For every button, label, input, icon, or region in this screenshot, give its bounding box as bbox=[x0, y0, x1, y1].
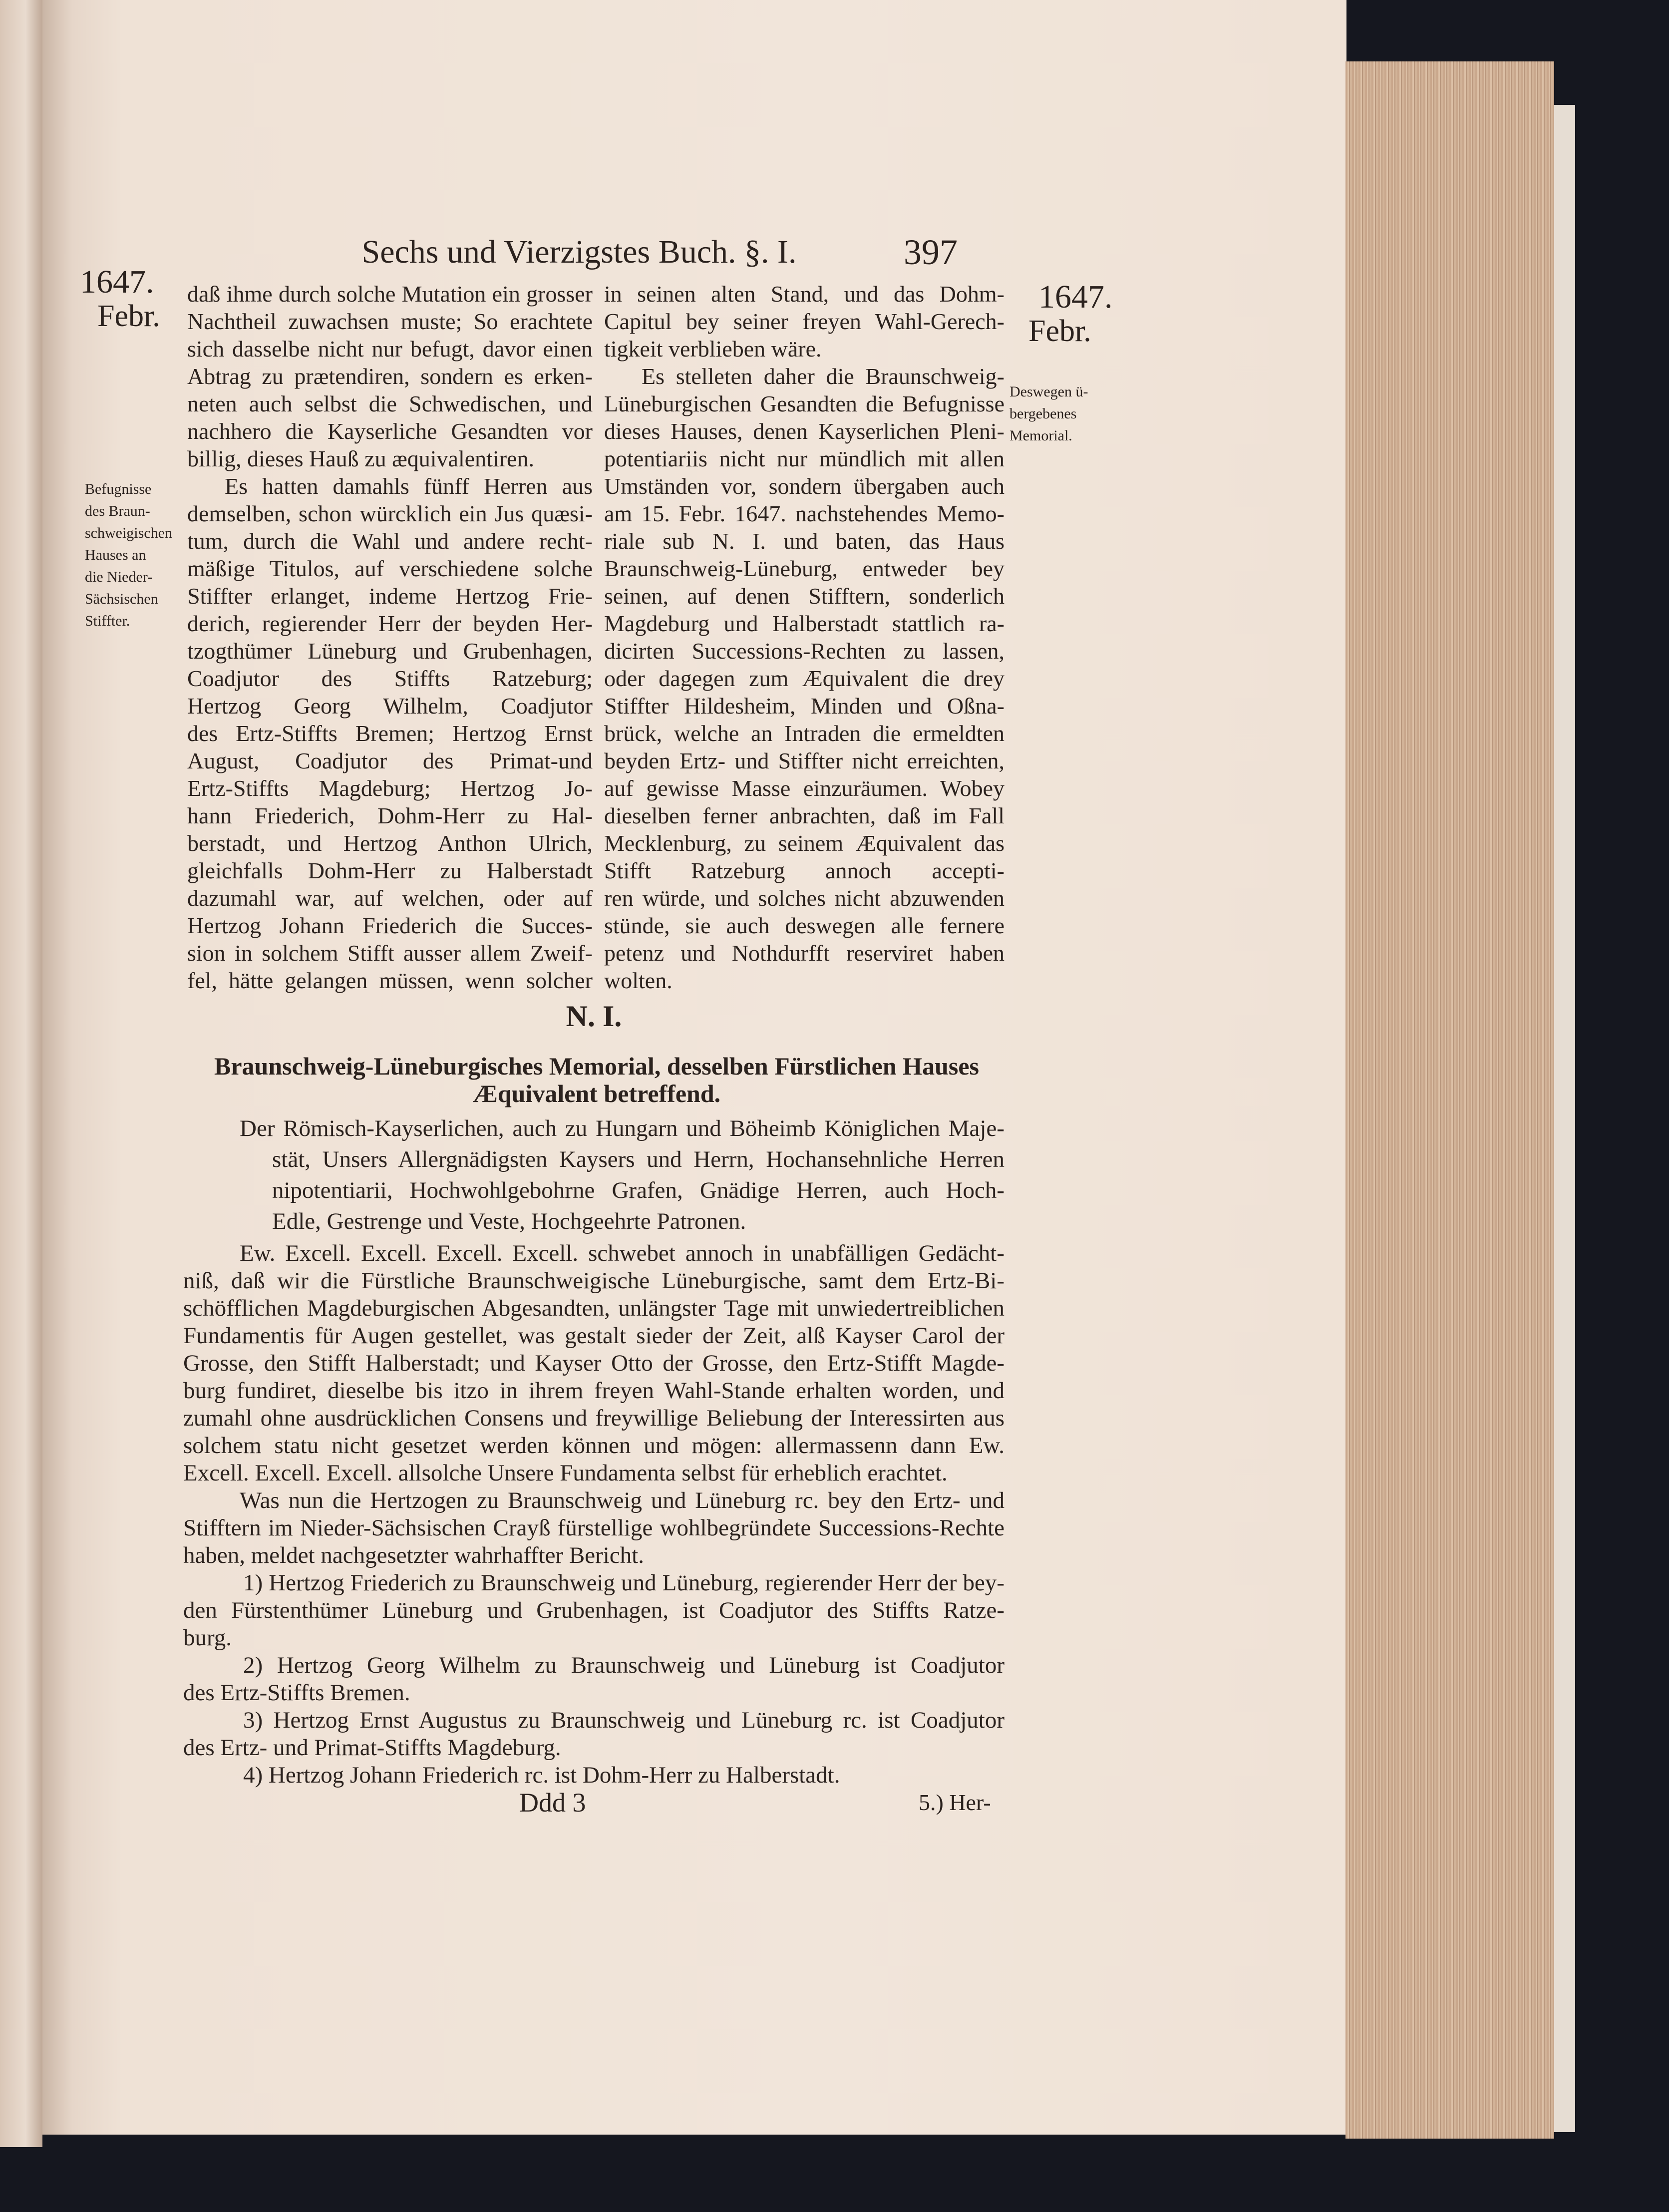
text-line: des Ertz- und Primat-Stiffts Magdeburg. bbox=[183, 1735, 561, 1761]
text-line: Stifft Ratzeburg annoch accepti- bbox=[604, 858, 1004, 883]
text-line: brück, welche an Intraden die ermeldten bbox=[604, 721, 1004, 746]
text-line: tum, durch die Wahl und andere recht- bbox=[187, 528, 593, 554]
text-line: Hertzog Johann Friederich die Succes- bbox=[187, 913, 593, 938]
text-line: petenz und Nothdurfft reserviret haben bbox=[604, 940, 1004, 966]
text-line: 2) Hertzog Georg Wilhelm zu Braunschweig und Lüneburg ist Coadjutor bbox=[243, 1652, 1004, 1678]
text-line: den Fürstenthümer Lüneburg und Grubenhagen, ist Coadjutor des Stiffts Ratze- bbox=[183, 1597, 1004, 1623]
running-title: Sechs und Vierzigstes Buch. §. I. bbox=[361, 234, 797, 270]
memorial-title-line: Æquivalent betreffend. bbox=[472, 1080, 721, 1107]
text-line: beyden Ertz- und Stiffter nicht erreichten, bbox=[604, 748, 1004, 773]
text-line: burg. bbox=[183, 1625, 232, 1651]
text-line: billig, dieses Hauß zu æquivalentiren. bbox=[187, 446, 534, 471]
margin-note-line: Befugnisse bbox=[85, 481, 152, 497]
address-line: Edle, Gestrenge und Veste, Hochgeehrte Patronen. bbox=[272, 1208, 746, 1234]
text-line: sion in solchem Stifft ausser allem Zweif- bbox=[187, 940, 593, 966]
margin-note-line: die Nieder- bbox=[85, 569, 153, 585]
page-number: 397 bbox=[904, 232, 958, 272]
text-line: Coadjutor des Stiffts Ratzeburg; bbox=[187, 666, 593, 691]
text-line: des Ertz-Stiffts Bremen. bbox=[183, 1680, 410, 1706]
text-line: Mecklenburg, zu seinem Æquivalent das bbox=[604, 830, 1004, 856]
text-line: seinen, auf denen Stifftern, sonderlich bbox=[604, 583, 1004, 609]
margin-note-line: Memorial. bbox=[1009, 427, 1072, 444]
text-line: dazumahl war, auf welchen, oder auf bbox=[187, 885, 593, 911]
text-line: Braunschweig-Lüneburg, entweder bey bbox=[604, 556, 1004, 581]
margin-note-right bbox=[1009, 381, 1119, 447]
text-line: sich dasselbe nicht nur befugt, davor einen bbox=[187, 336, 593, 362]
text-line: Stiffter erlanget, indeme Hertzog Frie- bbox=[187, 583, 593, 609]
text-line: riale sub N. I. und baten, das Haus bbox=[604, 528, 1004, 554]
text-line: oder dagegen zum Æquivalent die drey bbox=[604, 666, 1004, 691]
text-line: hann Friederich, Dohm-Herr zu Hal- bbox=[187, 803, 593, 828]
memorial-number: N. I. bbox=[566, 1000, 622, 1033]
text-line: burg fundiret, dieselbe bis itzo in ihrem freyen Wahl-Stande erhalten worden, und bbox=[183, 1378, 1004, 1404]
text-line: Es hatten damahls fünff Herren aus bbox=[225, 473, 593, 499]
text-line: haben, meldet nachgesetzter wahrhaffter Bericht. bbox=[183, 1542, 645, 1568]
text-line: tzogthümer Lüneburg und Grubenhagen, bbox=[187, 638, 593, 664]
right-text-column bbox=[604, 280, 1004, 994]
text-line: Es stelleten daher die Braunschweig- bbox=[642, 364, 1004, 389]
memorial-title-line: Braunschweig-Lüneburgisches Memorial, desselben Fürstlichen Hauses bbox=[214, 1053, 979, 1080]
text-line: 4) Hertzog Johann Friederich rc. ist Dohm-Herr zu Halberstadt. bbox=[243, 1762, 840, 1788]
text-line: 3) Hertzog Ernst Augustus zu Braunschweig und Lüneburg rc. ist Coadjutor bbox=[243, 1707, 1004, 1733]
text-line: des Ertz-Stiffts Bremen; Hertzog Ernst bbox=[187, 721, 593, 746]
text-line: Grosse, den Stifft Halberstadt; und Kayser Otto der Grosse, den Ertz-Stifft Magde- bbox=[183, 1350, 1004, 1376]
text-line: Umständen vor, sondern übergaben auch bbox=[604, 473, 1004, 499]
text-line: in seinen alten Stand, und das Dohm- bbox=[604, 281, 1004, 307]
margin-note-line: schweigischen bbox=[85, 525, 172, 541]
text-line: zumahl ohne ausdrücklichen Consens und freywillige Beliebung der Interessirten aus bbox=[183, 1405, 1004, 1431]
memorial-address bbox=[183, 1113, 1004, 1237]
text-line: Lüneburgischen Gesandten die Befugnisse bbox=[604, 391, 1004, 416]
text-line: 1) Hertzog Friederich zu Braunschweig und Lüneburg, regierender Herr der bey- bbox=[243, 1570, 1004, 1596]
margin-note-line: bergebenes bbox=[1009, 405, 1077, 422]
text-line: derich, regierender Herr der beyden Her- bbox=[187, 611, 593, 636]
text-line: Ertz-Stiffts Magdeburg; Hertzog Jo- bbox=[187, 775, 593, 801]
text-line: dicirten Successions-Rechten zu lassen, bbox=[604, 638, 1004, 664]
book-cover-edge bbox=[1554, 105, 1575, 2132]
text-line: berstadt, und Hertzog Anthon Ulrich, bbox=[187, 830, 593, 856]
catchword: 5.) Her- bbox=[919, 1790, 991, 1815]
margin-note-line: Deswegen ü- bbox=[1009, 383, 1088, 400]
address-line: Der Römisch-Kayserlichen, auch zu Hungarn und Böheimb Königlichen Maje- bbox=[240, 1115, 1004, 1141]
text-line: dieselben ferner anbrachten, daß im Fall bbox=[604, 803, 1004, 828]
text-line: Stifftern im Nieder-Sächsischen Crayß fürstellige wohlbegründete Successions-Rechte bbox=[183, 1515, 1004, 1541]
text-line: Stiffter Hildesheim, Minden und Oßna- bbox=[604, 693, 1004, 719]
text-line: niß, daß wir die Fürstliche Braunschweigische Lüneburgische, samt dem Ertz-Bi- bbox=[183, 1268, 1004, 1294]
text-line: ren würde, und solches nicht abzuwenden bbox=[604, 885, 1004, 911]
memorial-title bbox=[205, 1053, 989, 1107]
text-line: potentiariis nicht nur mündlich mit allen bbox=[604, 446, 1004, 471]
text-line: Fundamentis für Augen gestellet, was gestalt sieder der Zeit, alß Kayser Carol der bbox=[183, 1323, 1004, 1349]
text-line: am 15. Febr. 1647. nachstehendes Memo- bbox=[604, 501, 1004, 526]
text-line: daß ihme durch solche Mutation ein grosser bbox=[187, 281, 593, 307]
margin-note-line: Hauses an bbox=[85, 547, 146, 563]
text-line: Nachtheil zuwachsen muste; So erachtete bbox=[187, 309, 593, 334]
memorial-body bbox=[183, 1240, 1004, 1789]
text-line: wolten. bbox=[604, 968, 672, 993]
page-block-fore-edge bbox=[1345, 61, 1554, 2139]
text-line: demselben, schon würcklich ein Jus quæsi- bbox=[187, 501, 593, 526]
text-line: Hertzog Georg Wilhelm, Coadjutor bbox=[187, 693, 593, 719]
margin-note-line: Sächsischen bbox=[85, 591, 158, 607]
text-line: Excell. Excell. Excell. allsolche Unsere Fundamenta selbst für erheblich erachtet. bbox=[183, 1460, 948, 1486]
text-line: dieses Hauses, denen Kayserlichen Pleni- bbox=[604, 418, 1004, 444]
text-line: Ew. Excell. Excell. Excell. Excell. schwebet annoch in unabfälligen Gedächt- bbox=[240, 1240, 1004, 1266]
text-line: Capitul bey seiner freyen Wahl-Gerech- bbox=[604, 309, 1004, 334]
address-line: nipotentiarii, Hochwohlgebohrne Grafen, Gnädige Herren, auch Hoch- bbox=[272, 1177, 1004, 1203]
margin-month-right: Febr. bbox=[1028, 314, 1091, 348]
address-line: stät, Unsers Allergnädigsten Kaysers und Herrn, Hochansehnliche Herren bbox=[272, 1146, 1004, 1172]
text-line: fel, hätte gelangen müssen, wenn solcher bbox=[187, 968, 593, 993]
text-line: neten auch selbst die Schwedischen, und bbox=[187, 391, 593, 416]
text-line: Abtrag zu prætendiren, sondern es erken- bbox=[187, 364, 593, 389]
text-line: stünde, sie auch deswegen alle fernere bbox=[604, 913, 1004, 938]
text-line: solchem statu nicht gesetzet werden können und mögen: allermassenn dann Ew. bbox=[183, 1433, 1004, 1459]
text-line: nachhero die Kayserliche Gesandten vor bbox=[187, 418, 593, 444]
text-line: auf gewisse Masse einzuräumen. Wobey bbox=[604, 775, 1004, 801]
margin-year-left: 1647. bbox=[80, 264, 154, 300]
text-line: schöfflichen Magdeburgischen Abgesandten, unlängster Tage mit unwiedertreiblichen bbox=[183, 1295, 1004, 1321]
facing-page-edge bbox=[0, 0, 42, 2147]
text-line: tigkeit verblieben wäre. bbox=[604, 336, 822, 362]
margin-note-line: des Braun- bbox=[85, 503, 150, 519]
text-line: August, Coadjutor des Primat-und bbox=[187, 748, 593, 773]
text-line: mäßige Titulos, auf verschiedene solche bbox=[187, 556, 593, 581]
text-line: gleichfalls Dohm-Herr zu Halberstadt bbox=[187, 858, 593, 883]
left-text-column bbox=[187, 280, 593, 994]
margin-note-line: Stiffter. bbox=[85, 613, 130, 629]
margin-year-right: 1647. bbox=[1038, 279, 1113, 315]
text-line: Was nun die Hertzogen zu Braunschweig und Lüneburg rc. bey den Ertz- und bbox=[240, 1487, 1004, 1513]
signature-mark: Ddd 3 bbox=[519, 1788, 586, 1818]
margin-month-left: Febr. bbox=[97, 299, 160, 333]
margin-note-left bbox=[85, 478, 180, 632]
text-line: Magdeburg und Halberstadt stattlich ra- bbox=[604, 611, 1004, 636]
